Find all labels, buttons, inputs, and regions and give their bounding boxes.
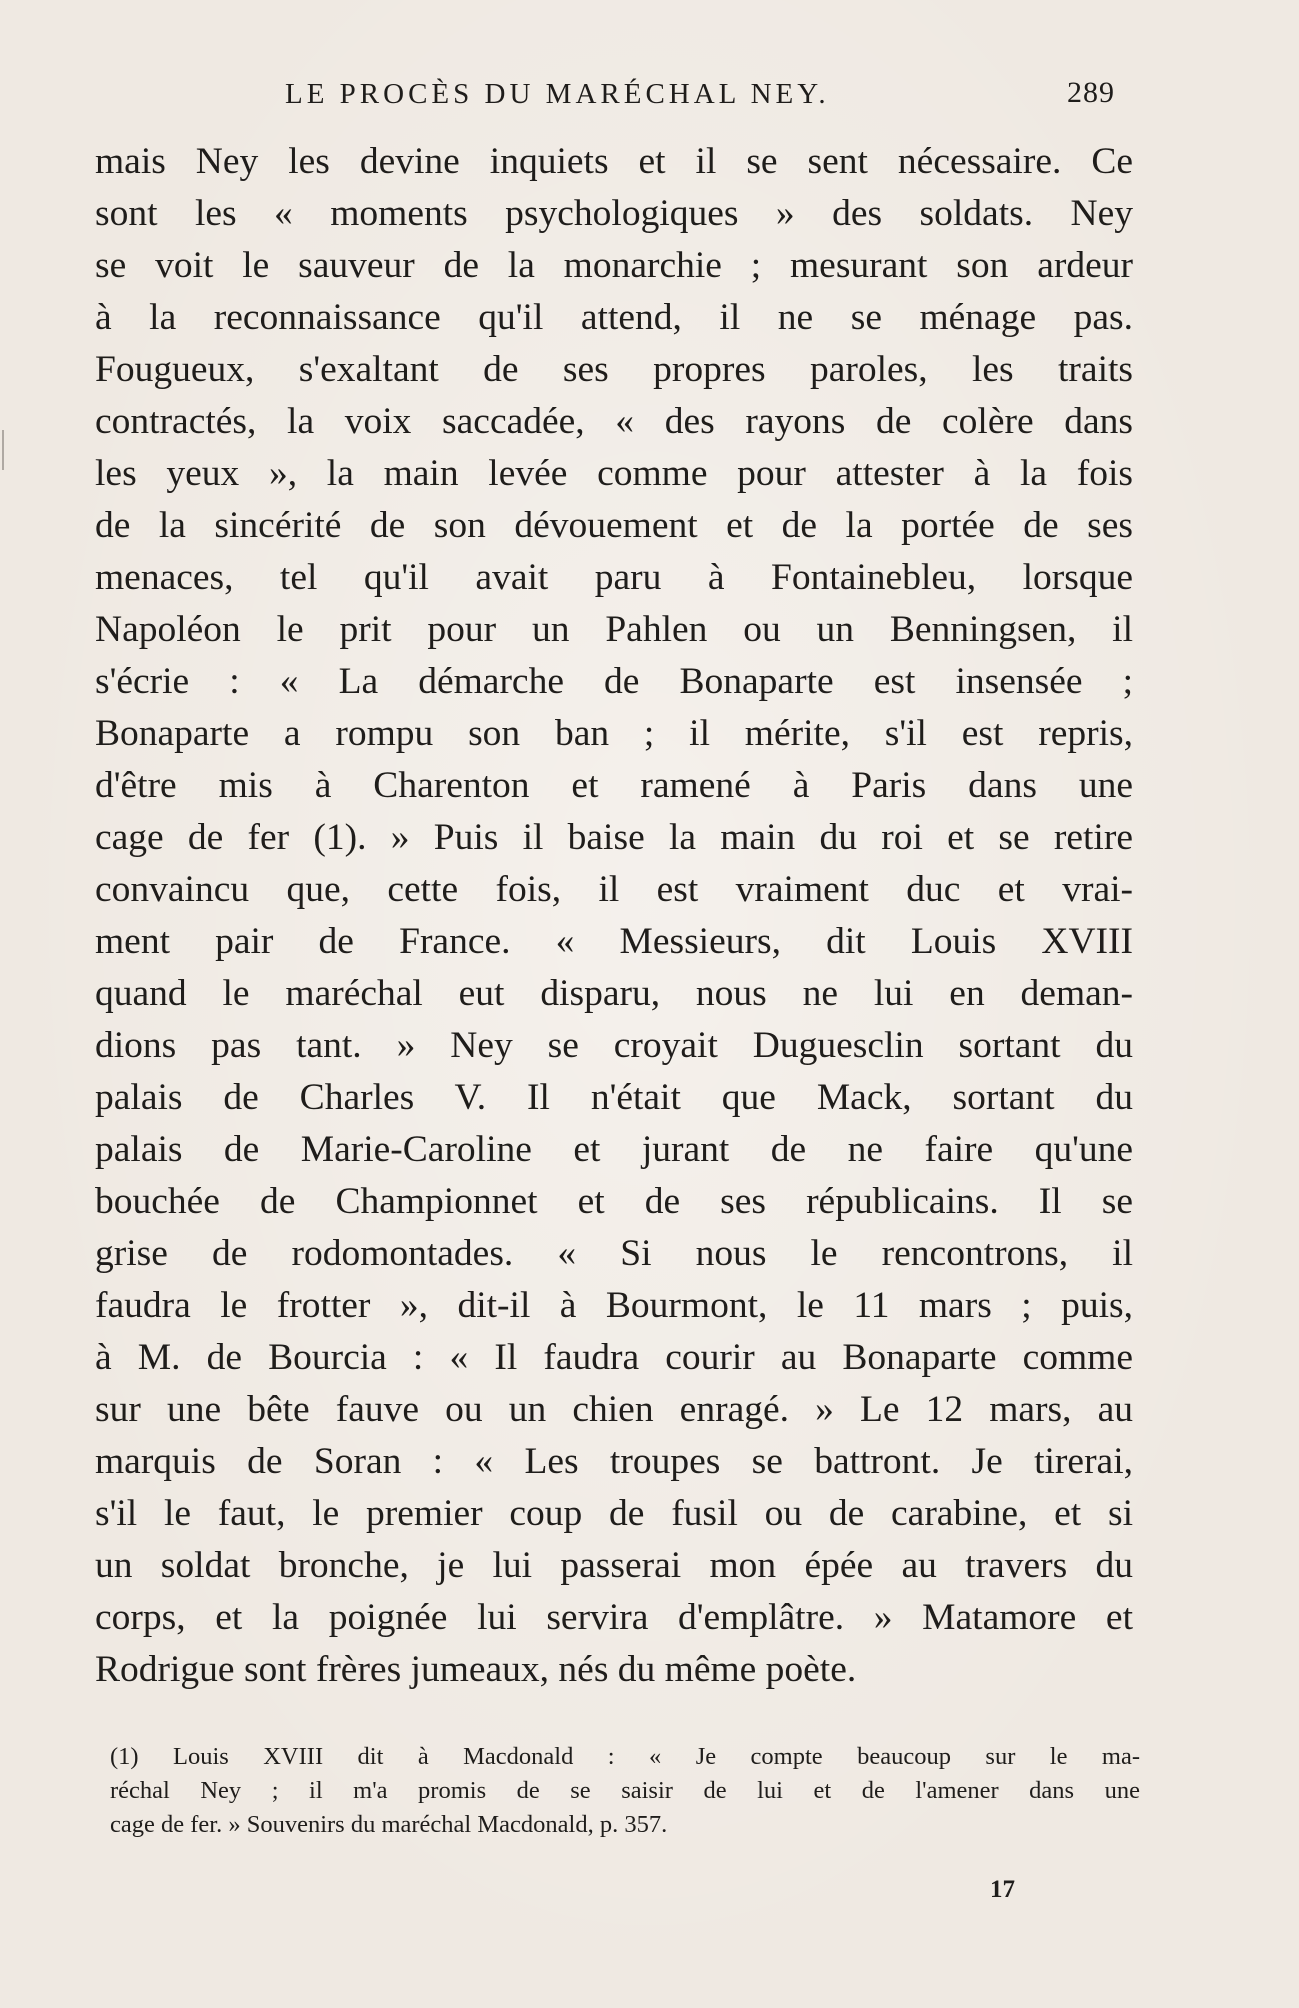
body-line: sur une bête fauve ou un chien enragé. » Le 12 mars, au — [95, 1389, 1133, 1430]
body-text — [95, 136, 1133, 1696]
page-number: 289 — [1067, 76, 1115, 109]
body-line: mais Ney les devine inquiets et il se sent nécessaire. Ce — [95, 141, 1133, 182]
body-line: Bonaparte a rompu son ban ; il mérite, s'il est repris, — [95, 713, 1133, 754]
margin-mark — [2, 430, 12, 470]
body-line: palais de Charles V. Il n'était que Mack, sortant du — [95, 1077, 1133, 1118]
body-line: dions pas tant. » Ney se croyait Duguesclin sortant du — [95, 1025, 1133, 1066]
page-header — [95, 72, 1125, 116]
body-line: les yeux », la main levée comme pour attester à la fois — [95, 453, 1133, 494]
body-line: corps, et la poignée lui servira d'emplâtre. » Matamore et — [95, 1597, 1133, 1638]
body-line: quand le maréchal eut disparu, nous ne lui en deman- — [95, 973, 1133, 1014]
body-line: Fougueux, s'exaltant de ses propres paroles, les traits — [95, 349, 1133, 390]
body-line: Rodrigue sont frères jumeaux, nés du même poète. — [95, 1649, 857, 1690]
signature-mark: 17 — [990, 1876, 1015, 1903]
body-line: faudra le frotter », dit-il à Bourmont, le 11 mars ; puis, — [95, 1285, 1133, 1326]
body-line: convaincu que, cette fois, il est vraiment duc et vrai- — [95, 869, 1133, 910]
body-line: Napoléon le prit pour un Pahlen ou un Benningsen, il — [95, 609, 1133, 650]
body-line: à la reconnaissance qu'il attend, il ne se ménage pas. — [95, 297, 1133, 338]
body-line: ment pair de France. « Messieurs, dit Louis XVIII — [95, 921, 1133, 962]
body-line: cage de fer (1). » Puis il baise la main du roi et se retire — [95, 817, 1133, 858]
body-line: s'il le faut, le premier coup de fusil ou de carabine, et si — [95, 1493, 1133, 1534]
footnote-line: réchal Ney ; il m'a promis de se saisir de lui et de l'amener dans une — [110, 1777, 1140, 1804]
body-line: sont les « moments psychologiques » des soldats. Ney — [95, 193, 1133, 234]
footnote-line: cage de fer. » Souvenirs du maréchal Macdonald, p. 357. — [110, 1811, 668, 1838]
body-line: un soldat bronche, je lui passerai mon épée au travers du — [95, 1545, 1133, 1586]
body-line: contractés, la voix saccadée, « des rayons de colère dans — [95, 401, 1133, 442]
body-line: grise de rodomontades. « Si nous le rencontrons, il — [95, 1233, 1133, 1274]
body-line: se voit le sauveur de la monarchie ; mesurant son ardeur — [95, 245, 1133, 286]
body-line: palais de Marie-Caroline et jurant de ne faire qu'une — [95, 1129, 1133, 1170]
running-title: LE PROCÈS DU MARÉCHAL NEY. — [285, 78, 830, 110]
body-line: marquis de Soran : « Les troupes se battront. Je tirerai, — [95, 1441, 1133, 1482]
body-line: à M. de Bourcia : « Il faudra courir au Bonaparte comme — [95, 1337, 1133, 1378]
body-line: bouchée de Championnet et de ses républicains. Il se — [95, 1181, 1133, 1222]
footnote — [110, 1740, 1140, 1842]
body-line: d'être mis à Charenton et ramené à Paris dans une — [95, 765, 1133, 806]
body-line: s'écrie : « La démarche de Bonaparte est insensée ; — [95, 661, 1133, 702]
body-line: menaces, tel qu'il avait paru à Fontainebleu, lorsque — [95, 557, 1133, 598]
footnote-line: (1) Louis XVIII dit à Macdonald : « Je compte beaucoup sur le ma- — [110, 1743, 1140, 1770]
body-line: de la sincérité de son dévouement et de la portée de ses — [95, 505, 1133, 546]
